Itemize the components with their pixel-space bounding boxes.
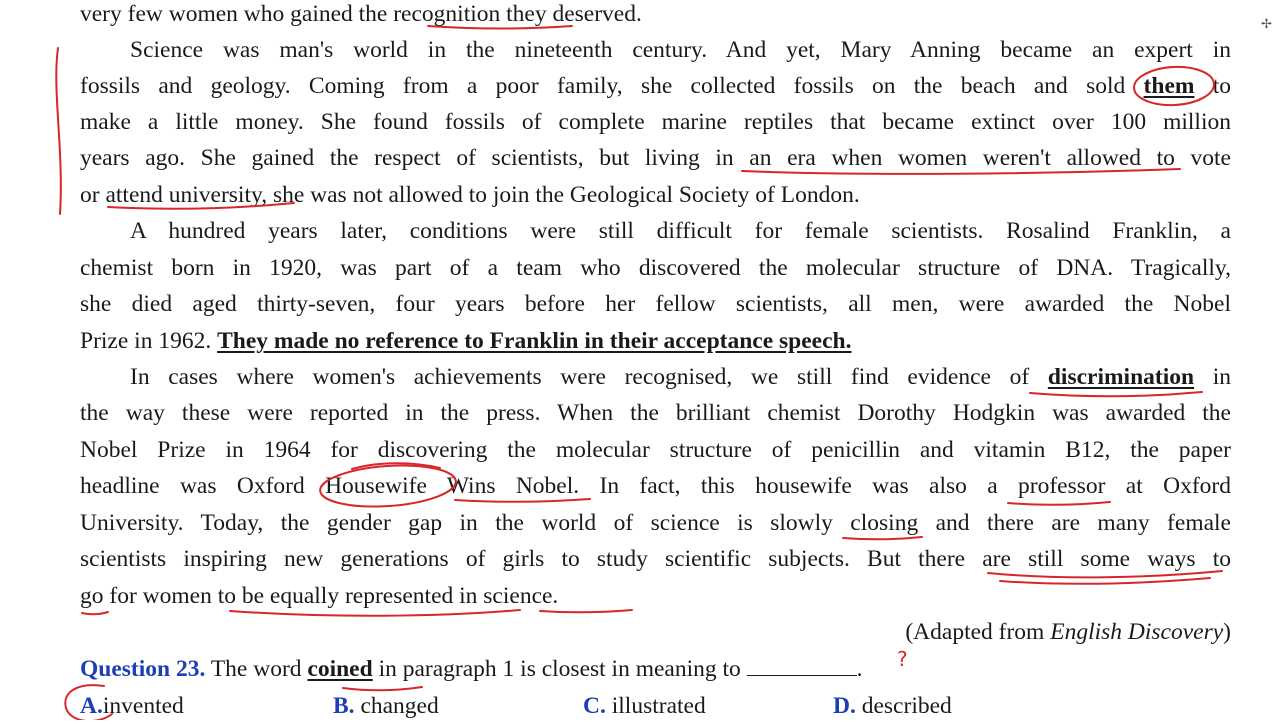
paragraph-franklin-line-3: she died aged thirty-seven, four years before her fellow scientists, all men, were awarded the Nobel <box>80 291 1231 317</box>
answer-blank <box>747 655 857 676</box>
paragraph-anning-line-2: fossils and geology. Coming from a poor family, she collected fossils on the beach and sold them to <box>80 73 1232 99</box>
question-keyword: coined <box>307 656 373 682</box>
paragraph-anning-line-5: or attend university, she was not allowed to join the Geological Society of London. <box>80 182 860 208</box>
option-a[interactable]: A.invented <box>80 693 184 719</box>
highlight-them: them <box>1143 73 1195 99</box>
paragraph-anning-line-3: make a little money. She found fossils of complete marine reptiles that became extinct over 100 million <box>80 109 1231 135</box>
paragraph-franklin-line-2: chemist born in 1920, was part of a team who discovered the molecular structure of DNA. Tragically, <box>80 255 1231 281</box>
paragraph-hodgkin-line-4: headline was Oxford Housewife Wins Nobel. In fact, this housewife was also a professor at Oxford <box>80 473 1231 499</box>
margin-question-mark: ? <box>897 647 908 671</box>
option-b[interactable]: B. changed <box>333 693 439 719</box>
paragraph-franklin-line-1: A hundred years later, conditions were still difficult for female scientists. Rosalind Franklin, a <box>130 218 1231 244</box>
paragraph-hodgkin-line-6: scientists inspiring new generations of girls to study scientific subjects. But there are still some ways to <box>80 546 1231 572</box>
option-c[interactable]: C. illustrated <box>583 693 706 719</box>
paragraph-hodgkin-line-1: In cases where women's achievements were recognised, we still find evidence of discrimination in <box>130 364 1232 390</box>
question-number: Question 23. <box>80 656 206 682</box>
paragraph-franklin-line-4: Prize in 1962. They made no reference to Franklin in their acceptance speech. <box>80 328 852 354</box>
option-d[interactable]: D. described <box>833 693 952 719</box>
paragraph-hodgkin-line-7: go for women to be equally represented in science. <box>80 583 559 609</box>
pen-cursor-icon: ✢ <box>1261 17 1272 32</box>
source-citation: (Adapted from English Discovery) <box>905 619 1231 645</box>
highlight-reference-sentence: They made no reference to Franklin in their acceptance speech. <box>217 328 852 354</box>
margin-bracket <box>56 48 61 214</box>
paragraph-hodgkin-line-5: University. Today, the gender gap in the world of science is slowly closing and there are many female <box>80 510 1231 536</box>
highlight-discrimination: discrimination <box>1047 364 1195 390</box>
paragraph-hodgkin-line-3: Nobel Prize in 1964 for discovering the molecular structure of penicillin and vitamin B12, the paper <box>80 437 1231 463</box>
paragraph-anning-line-1: Science was man's world in the nineteenth century. And yet, Mary Anning became an expert in <box>130 37 1231 63</box>
paragraph-anning-line-4: years ago. She gained the respect of scientists, but living in an era when women weren't allowed to vote <box>80 145 1231 171</box>
paragraph-hodgkin-line-2: the way these were reported in the press. When the brilliant chemist Dorothy Hodgkin was awarded the <box>80 400 1231 426</box>
question-stem: Question 23. The word coined in paragraph 1 is closest in meaning to . <box>80 656 863 682</box>
passage-line: very few women who gained the recognition they deserved. <box>80 1 642 27</box>
